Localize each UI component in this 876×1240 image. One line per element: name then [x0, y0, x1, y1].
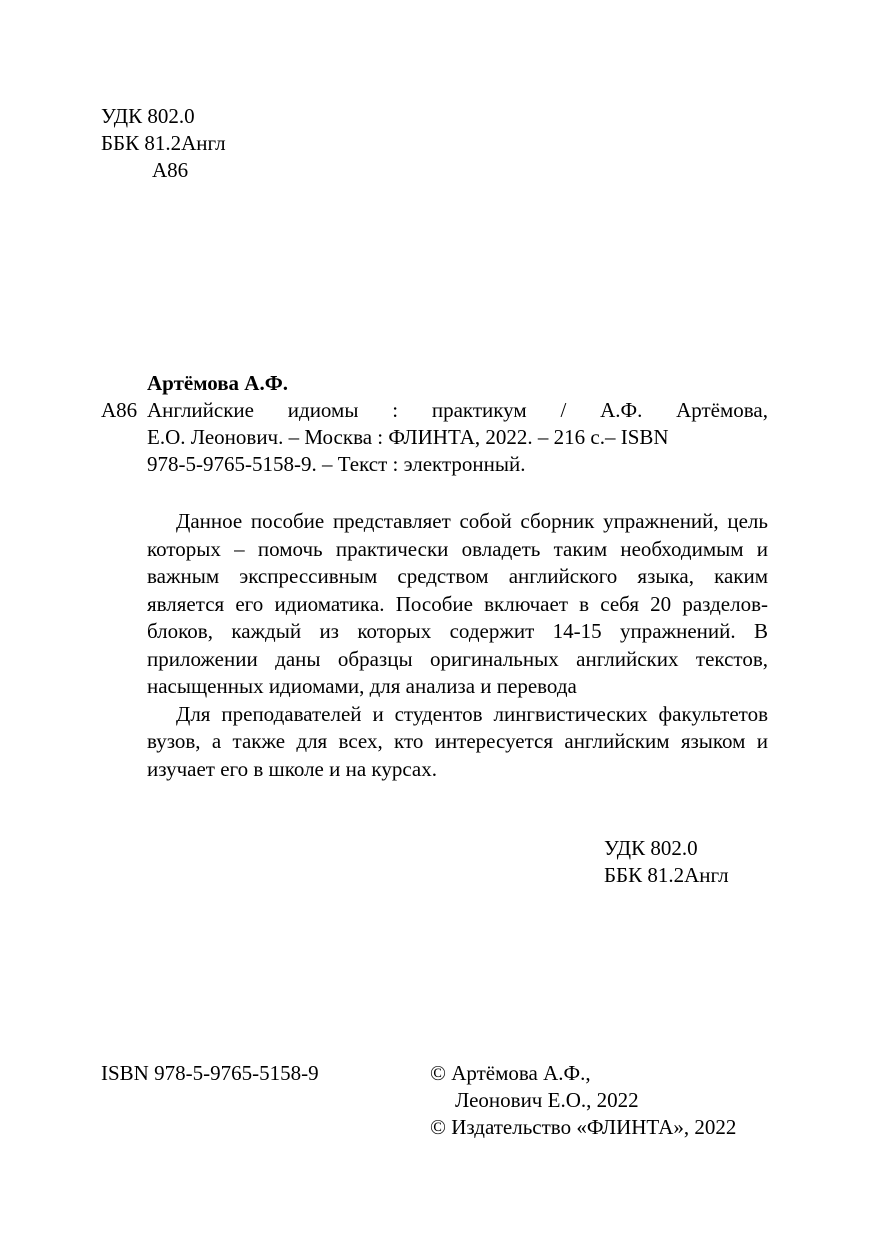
biblio-line: Е.О. Леонович. – Москва : ФЛИНТА, 2022. – 216 с.– ISBN	[147, 425, 669, 449]
biblio-line: 978-5-9765-5158-9. – Текст : электронный.	[147, 452, 526, 476]
udk-code: УДК 802.0	[604, 836, 698, 860]
copyright-line: © Издательство «ФЛИНТА», 2022	[430, 1115, 737, 1139]
annotation-paragraph: Данное пособие представляет собой сборник упражнений, цель которых – помочь практически овладеть таким необходимым и важным экспрессивным средством английского языка, каким является его идиоматика. Пособие включает в себя 20 разделов-блоков, каждый из которых содержит 14-15 упражнений. В приложении даны образцы оригинальных английских текстов, насыщенных идиомами, для анализа и перевода	[147, 509, 768, 698]
annotation-paragraph: Для преподавателей и студентов лингвистических факультетов вузов, а также для всех, кто интересуется английским языком и изучает его в школе и на курсах.	[147, 701, 768, 781]
copyright-line: Леонович Е.О., 2022	[455, 1088, 639, 1112]
bbk-code: ББК 81.2Англ	[604, 863, 729, 887]
cutter-code: А86	[152, 158, 189, 182]
catalog-cutter-code: А86	[101, 398, 138, 422]
bottom-classification-block	[604, 835, 729, 889]
top-classification-block	[101, 103, 226, 184]
annotation	[147, 508, 768, 783]
copyright-block	[430, 1060, 736, 1141]
isbn-number: ISBN 978-5-9765-5158-9	[101, 1061, 319, 1085]
biblio-line: Английские идиомы : практикум / А.Ф. Артёмова,	[147, 398, 768, 422]
bibliographic-description	[147, 397, 768, 478]
bbk-code: ББК 81.2Англ	[101, 131, 226, 155]
copyright-line: © Артёмова А.Ф.,	[430, 1061, 591, 1085]
udk-code: УДК 802.0	[101, 104, 195, 128]
author-heading: Артёмова А.Ф.	[147, 371, 289, 395]
